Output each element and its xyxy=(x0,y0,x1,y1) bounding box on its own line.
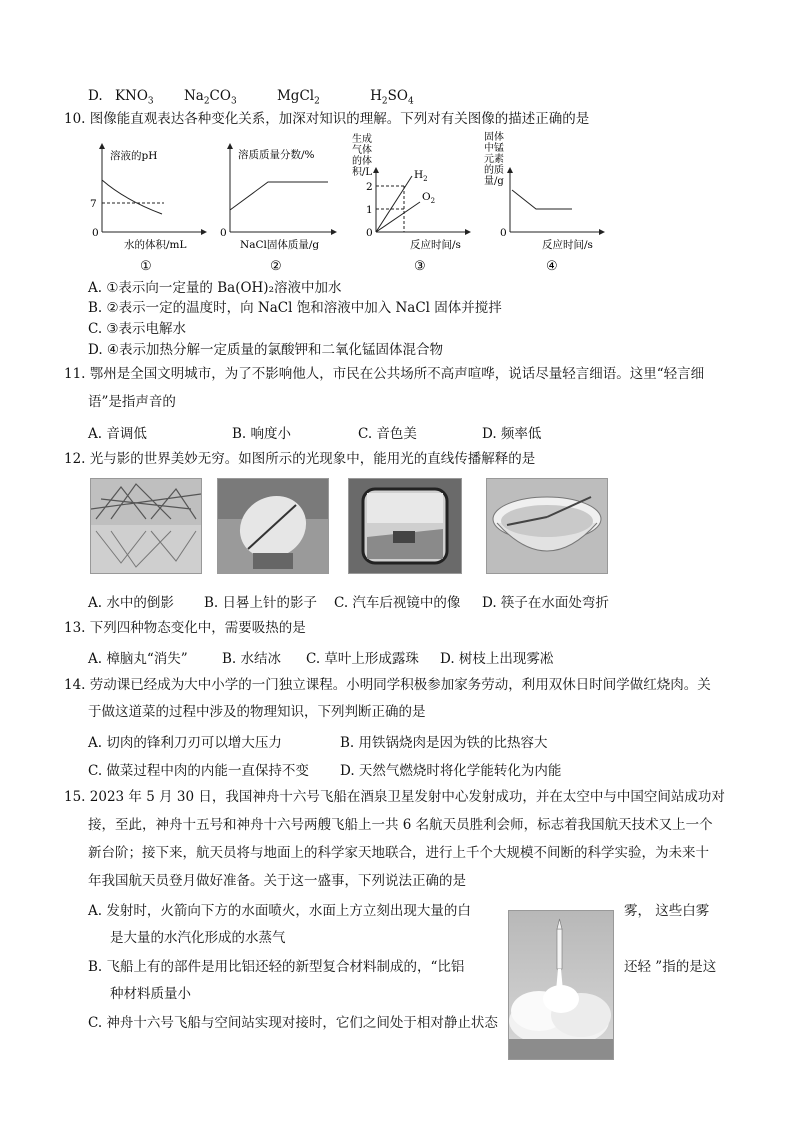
g3-xlabel: 反应时间/s xyxy=(410,239,461,251)
q10-option-d: D. ④表示加热分解一定质量的氯酸钾和二氧化锰固体混合物 xyxy=(88,342,444,358)
g1-origin: 0 xyxy=(92,227,99,239)
svg-text:生成气体的体积/L xyxy=(352,132,372,178)
q13-option-b: B. 水结冰 xyxy=(222,651,282,667)
g3-tick-1: 1 xyxy=(366,204,373,216)
g1-number: ① xyxy=(140,259,152,274)
svg-text:O2: $O_2$ xyxy=(422,191,436,205)
g2-curve xyxy=(230,182,328,210)
q10-option-a: A. ①表示向一定量的 Ba(OH)₂溶液中加水 xyxy=(88,280,342,296)
q15-option-b-line2: 种材料质量小 xyxy=(110,986,191,1002)
q11-option-b: B. 响度小 xyxy=(232,426,292,442)
g4-curve xyxy=(512,190,572,209)
g3-o2-label: O xyxy=(422,191,431,203)
g4-origin: 0 xyxy=(500,227,507,239)
g4-ylabel-2: 中锰 xyxy=(484,143,504,154)
svg-text:H2: $H_2$ xyxy=(414,169,428,183)
g1-tick-7: 7 xyxy=(90,198,97,210)
g4-ylabel-4: 的质 xyxy=(484,165,504,176)
q13-option-a: A. 樟脑丸“消失” xyxy=(88,651,188,667)
formula-mgcl2: MgCl$_2$ xyxy=(276,88,320,107)
q12-option-a: A. 水中的倒影 xyxy=(88,595,174,611)
g2-xlabel: NaCl固体质量/g xyxy=(240,239,320,251)
photo-rearview-mirror xyxy=(348,478,462,574)
g3-origin: 0 xyxy=(366,227,373,239)
g4-ylabel-1: 固体 xyxy=(484,132,504,143)
graph-1 xyxy=(90,144,206,274)
g4-ylabel-5: 量/g xyxy=(484,176,504,187)
formula-kno3: $KNO_3$ xyxy=(114,88,154,107)
g3-ylabel-2: 气体 xyxy=(352,145,372,156)
q12-stem: 12. 光与影的世界美妙无穷。如图所示的光现象中，能用光的直线传播解释的是 xyxy=(64,451,536,467)
q11-line1: 11. 鄂州是全国文明城市，为了不影响他人，市民在公共场所不高声喧哗，说话尽量轻言细语。这里“轻言细 xyxy=(64,366,705,382)
g3-h2-line xyxy=(376,176,412,232)
q15-option-a-line1-right: 雾， 这些白雾 xyxy=(624,903,710,919)
g3-ylabel-3: 的体 xyxy=(352,156,372,167)
q10-stem: 10. 图像能直观表达各种变化关系，加深对知识的理解。下列对有关图像的描述正确的是 xyxy=(64,111,590,127)
q9-option-d xyxy=(88,88,414,107)
g3-number: ③ xyxy=(414,259,426,274)
g3-ylabel-1: 生成 xyxy=(352,134,372,145)
q15-option-b-line1-right: 还轻 ”指的是这 xyxy=(624,959,717,975)
photo-water-reflection xyxy=(90,478,202,574)
q14-line2: 于做这道菜的过程中涉及的物理知识，下列判断正确的是 xyxy=(88,704,426,720)
photo-rocket-launch xyxy=(508,910,614,1060)
g3-o2-line xyxy=(376,202,420,232)
q12-option-b: B. 日晷上针的影子 xyxy=(204,595,318,611)
g4-number: ④ xyxy=(546,259,558,274)
q10-option-b: B. ②表示一定的温度时，向 NaCl 饱和溶液中加入 NaCl 固体并搅拌 xyxy=(88,300,502,316)
g2-ylabel: 溶质质量分数/% xyxy=(238,149,315,161)
photo-bent-chopstick xyxy=(486,478,608,574)
q14-option-a: A. 切肉的锋利刀刃可以增大压力 xyxy=(88,735,282,751)
graph-4 xyxy=(484,130,604,274)
q15-line3: 新台阶；接下来，航天员将与地面上的科学家天地联合，进行上千个大规模不间断的科学实验，为未来十 xyxy=(88,845,709,861)
g1-ylabel: 溶液的pH xyxy=(110,150,158,162)
q14-line1: 14. 劳动课已经成为大中小学的一门独立课程。小明同学积极参加家务劳动，利用双休日时间学做红烧肉。关 xyxy=(64,677,711,693)
q14-option-c: C. 做菜过程中肉的内能一直保持不变 xyxy=(88,763,309,779)
q11-option-a: A. 音调低 xyxy=(88,426,147,442)
q15-option-c-line1: C. 神舟十六号飞船与空间站实现对接时，它们之间处于相对静止状态 xyxy=(88,1015,498,1031)
q11-line2: 语”是指声音的 xyxy=(88,394,176,410)
g4-ylabel-3: 元素 xyxy=(484,154,504,165)
q15-line1: 15. 2023 年 5 月 30 日，我国神舟十六号飞船在酒泉卫星发射中心发射成功，并在太空中与中国空间站成功对 xyxy=(64,789,725,805)
g2-origin: 0 xyxy=(220,227,227,239)
g2-number: ② xyxy=(270,259,282,274)
q13-option-c: C. 草叶上形成露珠 xyxy=(306,651,419,667)
q10-option-c: C. ③表示电解水 xyxy=(88,321,187,337)
q9-d-label: D. xyxy=(88,88,103,104)
g3-ylabel-4: 积/L xyxy=(352,167,373,178)
formula-h2so4: $H_2SO_4$ xyxy=(370,88,414,107)
q15-option-b-line1: B. 飞船上有的部件是用比铝还轻的新型复合材料制成的，“比铝 xyxy=(88,959,465,975)
g1-curve xyxy=(102,180,162,214)
q15-option-a-line2: 是大量的水汽化形成的水蒸气 xyxy=(110,930,286,946)
q15-line4: 年我国航天员登月做好准备。关于这一盛事，下列说法正确的是 xyxy=(88,873,466,889)
q12-option-c: C. 汽车后视镜中的像 xyxy=(334,595,461,611)
g4-xlabel: 反应时间/s xyxy=(542,239,593,251)
g1-xlabel: 水的体积/mL xyxy=(124,239,187,251)
q13-stem: 13. 下列四种物态变化中，需要吸热的是 xyxy=(64,620,306,636)
g3-h2-label: H xyxy=(414,169,424,181)
svg-text:固体中锰元素的质量/g xyxy=(484,130,504,187)
q13-option-d: D. 树枝上出现雾凇 xyxy=(440,651,554,667)
q10-graphs xyxy=(0,128,794,288)
q12-option-d: D. 筷子在水面处弯折 xyxy=(482,595,609,611)
q14-option-b: B. 用铁锅烧肉是因为铁的比热容大 xyxy=(340,735,548,751)
graph-2 xyxy=(220,144,336,274)
photo-sundial xyxy=(217,478,329,574)
q15-option-a-line1: A. 发射时，火箭向下方的水面喷火，水面上方立刻出现大量的白 xyxy=(88,903,471,919)
g3-tick-2: 2 xyxy=(366,181,373,193)
q11-option-d: D. 频率低 xyxy=(482,426,542,442)
q11-option-c: C. 音色美 xyxy=(358,426,417,442)
graph-3 xyxy=(352,132,470,274)
q15-line2: 接，至此，神舟十五号和神舟十六号两艘飞船上一共 6 名航天员胜利会师，标志着我国航天技术又上一个 xyxy=(88,817,713,833)
formula-na2co3: $Na_2CO_3$ xyxy=(183,88,237,107)
q14-option-d: D. 天然气燃烧时将化学能转化为内能 xyxy=(340,763,562,779)
